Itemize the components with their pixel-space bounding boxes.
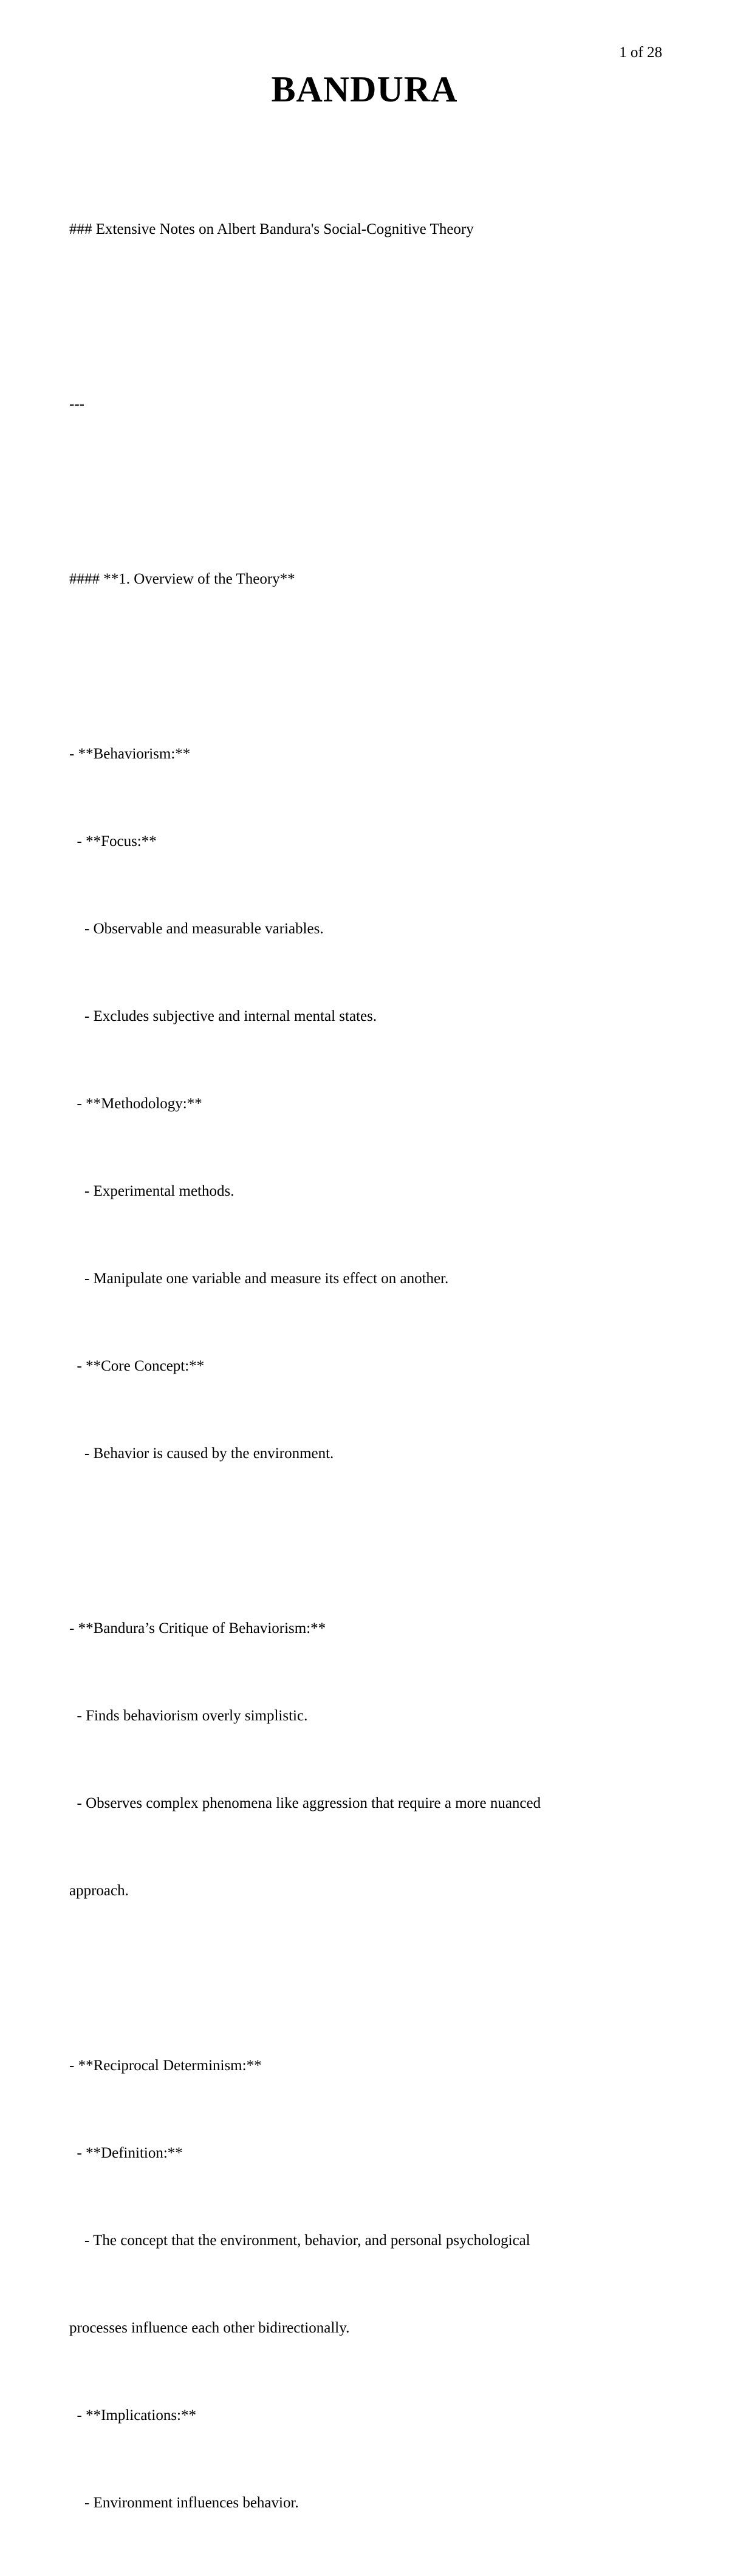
list-item: - Finds behaviorism overly simplistic. bbox=[69, 1708, 308, 1724]
list-item: - **Focus:** bbox=[69, 833, 157, 850]
blank-line bbox=[69, 652, 628, 681]
list-item: - **Reciprocal Determinism:** bbox=[69, 2057, 262, 2074]
document-title: BANDURA bbox=[271, 69, 458, 109]
document-body bbox=[69, 157, 628, 2576]
heading-line: ### Extensive Notes on Albert Bandura's Social-Cognitive Theory bbox=[69, 221, 474, 237]
list-item: - Observes complex phenomena like aggression that require a more nuanced bbox=[69, 1795, 541, 1811]
list-item: - **Implications:** bbox=[69, 2407, 196, 2424]
list-item-continuation: processes influence each other bidirectionally. bbox=[69, 2320, 350, 2336]
list-item: - Environment influences behavior. bbox=[69, 2495, 299, 2511]
list-item: - Behavior is caused by the environment. bbox=[69, 1445, 334, 1462]
list-item: - Manipulate one variable and measure its effect on another. bbox=[69, 1270, 449, 1287]
blank-line bbox=[69, 302, 628, 332]
list-item: - **Definition:** bbox=[69, 2145, 183, 2161]
divider-line: --- bbox=[69, 396, 84, 412]
list-item: - The concept that the environment, behavior, and personal psychological bbox=[69, 2232, 530, 2249]
blank-line bbox=[69, 477, 628, 506]
list-item: - **Core Concept:** bbox=[69, 1358, 205, 1374]
page-number: 1 of 28 bbox=[619, 44, 662, 61]
list-item: - Excludes subjective and internal mental states. bbox=[69, 1008, 377, 1024]
list-item: - **Bandura’s Critique of Behaviorism:** bbox=[69, 1620, 326, 1637]
list-item: - **Methodology:** bbox=[69, 1095, 202, 1112]
list-item: - Observable and measurable variables. bbox=[69, 921, 324, 937]
list-item: - Experimental methods. bbox=[69, 1183, 234, 1199]
blank-line bbox=[69, 1964, 628, 1993]
blank-line bbox=[69, 1527, 628, 1556]
list-item: - **Behaviorism:** bbox=[69, 746, 191, 762]
section-heading-line: #### **1. Overview of the Theory** bbox=[69, 571, 295, 587]
list-item-continuation: approach. bbox=[69, 1883, 129, 1899]
